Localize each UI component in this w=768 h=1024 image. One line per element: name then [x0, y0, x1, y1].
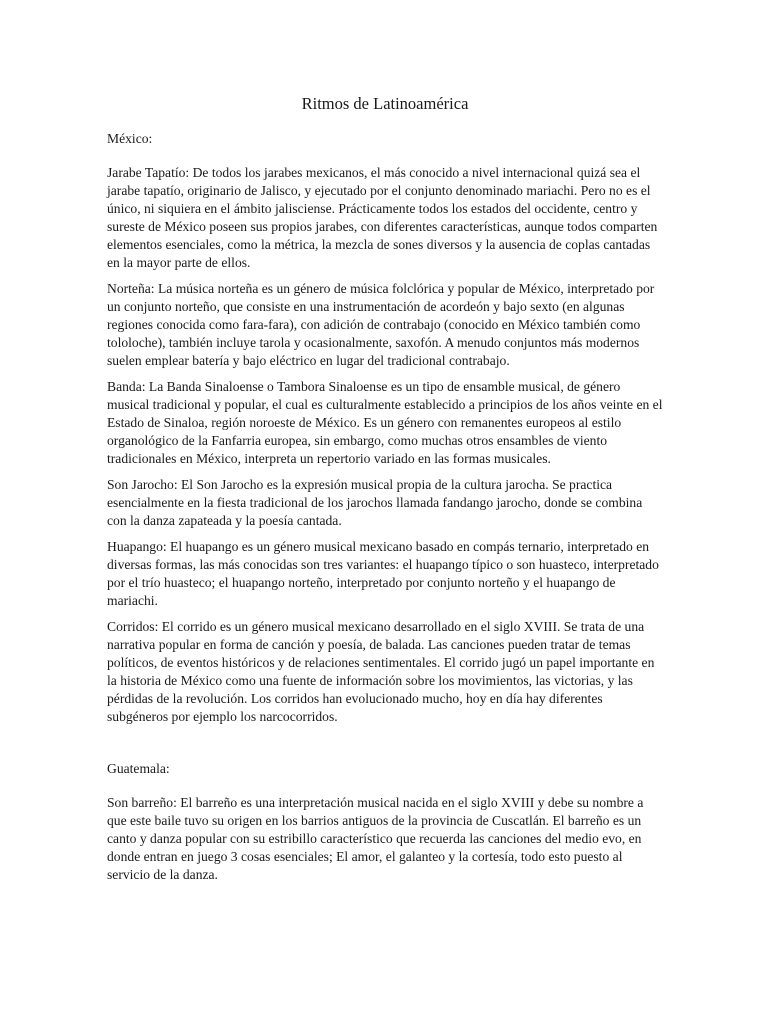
- paragraph-banda: Banda: La Banda Sinaloense o Tambora Sinaloense es un tipo de ensamble musical, de género musical tradicional y popular, el cual es culturalmente establecido a principios de los años veinte en el Estado de Sinaloa, región noroeste de México. Es un género con remanentes europeos al estilo organológico de la Fanfarria europea, sin embargo, como muchas otros ensambles de viento tradicionales en México, interpreta un repertorio variado en las formas musicales.: [107, 379, 663, 466]
- section-mexico: [107, 130, 663, 726]
- paragraph-jarabe-tapatio: Jarabe Tapatío: De todos los jarabes mexicanos, el más conocido a nivel internacional quizá sea el jarabe tapatío, originario de Jalisco, y ejecutado por el conjunto denominado mariachi. Pero no es el único, ni siquiera en el ámbito jalisciense. Prácticamente todos los estados del occidente, centro y sureste de México poseen sus propios jarabes, con diferentes características, aunque todos comparten elementos esenciales, como la métrica, la mezcla de sones diversos y la ausencia de coplas cantadas en la mayor parte de ellos.: [107, 165, 658, 270]
- paragraph-corridos: Corridos: El corrido es un género musical mexicano desarrollado en el siglo XVIII. Se trata de una narrativa popular en forma de canción y poesía, de balada. Las canciones pueden tratar de temas políticos, de eventos históricos y de relaciones sentimentales. El corrido jugó un papel importante en la historia de México como una fuente de información sobre los movimientos, las victorias, y las pérdidas de la revolución. Los corridos han evolucionado mucho, hoy en día hay diferentes subgéneros por ejemplo los narcocorridos.: [107, 619, 655, 724]
- section-heading-guatemala: Guatemala:: [107, 761, 170, 776]
- section-guatemala: [107, 760, 663, 884]
- section-heading-mexico: México:: [107, 131, 153, 146]
- paragraph-son-jarocho: Son Jarocho: El Son Jarocho es la expresión musical propia de la cultura jarocha. Se practica esencialmente en la fiesta tradicional de los jarochos llamada fandango jarocho, donde se combina con la danza zapateada y la poesía cantada.: [107, 477, 643, 528]
- paragraph-nortena: Norteña: La música norteña es un género de música folclórica y popular de México, interpretado por un conjunto norteño, que consiste en una instrumentación de acordeón y bajo sexto (en algunas regiones conocida como fara-fara), con adición de contrabajo (conocido en México también como tololoche), también incluye tarola y ocasionalmente, saxofón. A menudo conjuntos más modernos suelen emplear batería y bajo eléctrico en lugar del tradicional contrabajo.: [107, 281, 655, 368]
- document-title: Ritmos de Latinoamérica: [301, 94, 469, 113]
- document-page: [107, 86, 663, 892]
- paragraph-son-barreno: Son barreño: El barreño es una interpretación musical nacida en el siglo XVIII y debe su nombre a que este baile tuvo su origen en los barrios antiguos de la provincia de Cuscatlán. El barreño es un canto y danza popular con su estribillo característico que recuerda las canciones del medio evo, en donde entran en juego 3 cosas esenciales; El amor, el galanteo y la cortesía, todo esto puesto al servicio de la danza.: [107, 795, 644, 882]
- paragraph-huapango: Huapango: El huapango es un género musical mexicano basado en compás ternario, interpretado en diversas formas, las más conocidas son tres variantes: el huapango típico o son huasteco, interpretado por el trío huasteco; el huapango norteño, interpretado por conjunto norteño y el huapango de mariachi.: [107, 539, 659, 608]
